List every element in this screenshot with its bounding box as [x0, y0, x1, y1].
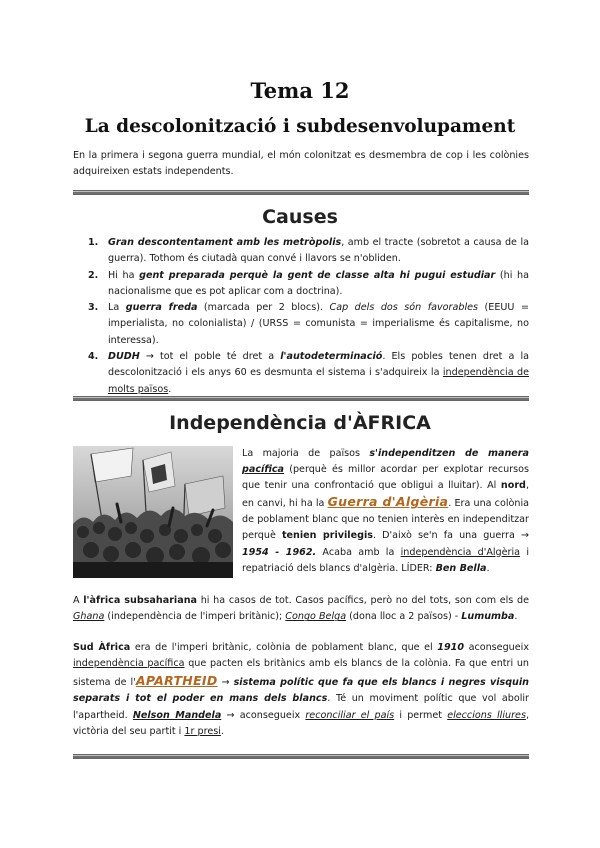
text-run: l'àfrica subsahariana	[83, 595, 198, 606]
cause-item	[88, 300, 529, 349]
text-run: Sud Àfrica	[73, 642, 131, 653]
text-run: 1r presi	[184, 726, 221, 738]
text-run: independència pacífica	[73, 658, 185, 670]
text-run: gent preparada perquè la gent de classe alta hi pugui estudiar	[139, 269, 496, 281]
text-run: .	[220, 726, 224, 738]
text-run: . Els pobles tenen dret a la descolonització i els anys 60 es desmunta el sistema i s'adquireix la	[108, 351, 530, 379]
text-run: l'autodeterminació	[280, 351, 383, 363]
section-divider	[73, 396, 529, 401]
text-run: 1910	[437, 642, 464, 653]
south-africa-paragraph	[73, 640, 529, 740]
text-run: 1954 - 1962.	[242, 546, 317, 558]
text-run: , victòria del seu partit i	[73, 709, 530, 738]
text-run: reconciliar el país	[305, 709, 395, 721]
list-number: 4.	[88, 351, 99, 363]
text-run: (hi ha nacionalisme que es pot aplicar com a doctrina).	[108, 269, 529, 297]
text-run: sistema polític que fa que els blancs i negres visquin separats i tot el poder en mans dels blancs	[73, 676, 530, 705]
text-run: hi ha casos de tot. Casos pacífics, però no del tots, son com els de	[197, 595, 529, 606]
text-run: Ghana	[73, 611, 105, 623]
cause-item	[88, 349, 529, 398]
text-run: era de l'imperi britànic, colònia de poblament blanc, que el	[130, 642, 438, 653]
text-run: A	[73, 595, 84, 606]
text-run: (EEUU = imperialista, no colonialista) / (URSS = comunista = imperialisme és capitalisme, no interessa).	[108, 302, 529, 346]
text-run: .	[514, 611, 518, 623]
cause-item	[88, 268, 529, 301]
text-run: La majoria de països	[242, 448, 370, 459]
text-run: que pacten els britànics amb els blancs de la colònia. Fa que entri un sistema de l'	[73, 658, 529, 688]
text-run: Acaba amb la	[316, 546, 401, 558]
text-run: .	[168, 383, 172, 395]
text-run: (marcada per 2 blocs).	[197, 302, 330, 314]
list-number: 2.	[88, 269, 99, 281]
cause-item	[88, 235, 529, 268]
section-divider	[73, 754, 529, 759]
text-run: i repatriació dels blancs d'algèria. LÍDER:	[242, 546, 529, 574]
text-run: (perquè és millor acordar per explotar recursos que tenir una confrontació que obligui a lluitar). Al	[242, 464, 529, 492]
text-run: independència de molts països	[108, 367, 529, 395]
list-number: 1.	[88, 237, 99, 248]
text-run: nord	[500, 480, 526, 492]
text-run: DUDH	[108, 351, 140, 363]
text-run: s'independitzen de manera	[369, 448, 530, 459]
text-run: → aconsegueix	[221, 709, 306, 721]
text-run: → tot el poble té dret a	[139, 351, 281, 363]
causes-list	[88, 235, 529, 398]
text-run: . Era una colònia de poblament blanc que no tenien interès en independitzar perquè	[242, 498, 529, 542]
text-run: , amb el tracte (sobretot a causa de la guerra). Tothom és ciutadà quan convé i llavors se n'obliden.	[108, 237, 530, 265]
text-run: (dona lloc a 2 països) -	[346, 611, 462, 623]
text-run: Ben Bella	[435, 562, 487, 574]
text-run: Nelson Mandela	[132, 709, 222, 721]
text-run: guerra freda	[125, 302, 198, 314]
text-run: . Té un moviment polític que vol abolir l'apartheid.	[73, 693, 529, 721]
text-run: pacífica	[242, 464, 285, 476]
list-number: 3.	[88, 302, 99, 314]
text-run: independència d'Algèria	[400, 546, 521, 558]
text-run: eleccions lliures	[447, 709, 526, 721]
text-run: Gran descontentament amb les metròpolis	[108, 237, 342, 248]
text-run: Congo Belga	[285, 611, 347, 623]
page-title: Tema 12	[250, 78, 350, 103]
algeria-paragraph	[242, 446, 529, 577]
text-run: tenien privilegis	[281, 530, 373, 542]
causes-heading: Causes	[262, 206, 338, 228]
subsaharan-paragraph	[73, 593, 529, 626]
text-run: (independència de l'imperi britànic);	[104, 611, 286, 623]
section-divider	[73, 190, 529, 195]
crowd-with-flags-photo	[73, 446, 233, 578]
text-run: APARTHEID	[135, 672, 218, 688]
page-subtitle: La descolonització i subdesenvolupament	[84, 116, 516, 137]
text-run: aconsegueix	[464, 642, 529, 653]
text-run: La	[108, 302, 126, 314]
text-run: .	[486, 562, 490, 574]
africa-heading: Independència d'ÀFRICA	[169, 412, 431, 434]
text-run: . D'això se'n fa una guerra →	[372, 530, 530, 542]
text-run: , en canvi, hi ha la	[242, 480, 529, 510]
text-run: Hi ha	[108, 269, 140, 281]
intro-paragraph: En la primera i segona guerra mundial, el món colonitzat es desmembra de cop i les colònies adquireixen estats independents.	[73, 150, 529, 177]
text-run: Lumumba	[461, 611, 515, 623]
text-run: i permet	[394, 709, 448, 721]
text-run: →	[217, 676, 234, 688]
text-run: Guerra d'Algèria	[327, 494, 449, 510]
text-run: Cap dels dos són favorables	[329, 302, 479, 314]
